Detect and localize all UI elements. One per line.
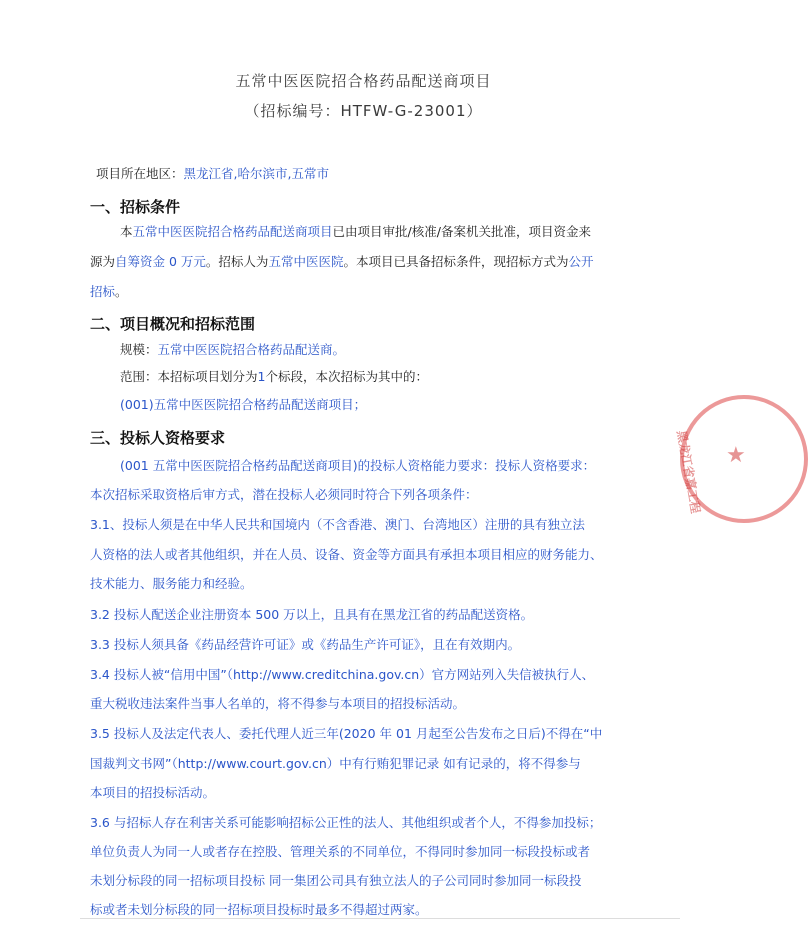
qual-3-5-line-1: 3.5 投标人及法定代表人、委托代理人近三年(2020 年 01 月起至公告发布之日后)不得在“中	[90, 726, 603, 741]
qual-3-6-line-1: 3.6 与招标人存在利害关系可能影响招标公正性的法人、其他组织或者个人，不得参加投标；	[90, 815, 602, 830]
page-bottom-divider	[80, 918, 680, 919]
qual-3-1-line-2: 人资格的法人或者其他组织，并在人员、设备、资金等方面具有承担本项目相应的财务能力、	[90, 547, 603, 562]
location-value: 黑龙江省,哈尔滨市,五常市	[183, 166, 329, 181]
project-name: 五常中医医院招合格药品配送商项目	[132, 224, 333, 239]
document-title: 五常中医医院招合格药品配送商项目	[235, 72, 492, 90]
seal-star-icon: ★	[726, 443, 746, 468]
text-run: 已由项目审批/核准/备案机关批准，项目资金来	[332, 224, 591, 239]
fund-source: 自筹资金 0 万元	[115, 254, 206, 269]
text-run: 范围：本招标项目划分为	[120, 369, 258, 384]
conditions-line-1	[120, 226, 591, 239]
qual-3-1-line-3: 技术能力、服务能力和经验。	[90, 576, 253, 591]
text-run: 源为	[90, 254, 116, 269]
qual-3-5-line-2: 国裁判文书网”（http://www.court.gov.cn）中有行贿犯罪记录 如有记录的，将不得参与	[90, 756, 581, 771]
qual-3-3: 3.3 投标人须具备《药品经营许可证》或《药品生产许可证》，且在有效期内。	[90, 637, 521, 652]
text-run: 。本项目已具备招标条件，现招标方式为	[343, 254, 569, 269]
scale-value: 五常中医医院招合格药品配送商。	[157, 342, 346, 357]
text-run: 。	[115, 284, 128, 299]
conditions-line-3	[90, 286, 128, 299]
text-run: 本	[120, 224, 133, 239]
qual-3-6-line-4: 标或者未划分标段的同一招标项目投标时最多不得超过两家。	[90, 902, 428, 917]
official-seal-stamp	[674, 395, 808, 523]
lot-count: 1	[257, 369, 266, 384]
qual-3-5-line-3: 本项目的招投标活动。	[90, 785, 216, 800]
conditions-line-2	[90, 256, 593, 269]
tender-method-cont: 招标	[90, 284, 116, 299]
section-heading-conditions: 一、招标条件	[90, 198, 181, 216]
tender-method: 公开	[568, 254, 594, 269]
qual-3-6-line-3: 未划分标段的同一招标项目投标 同一集团公司具有独立法人的子公司同时参加同一标段投	[90, 873, 582, 888]
section-heading-qualifications: 三、投标人资格要求	[90, 429, 226, 447]
project-location	[96, 168, 329, 181]
tender-number: （招标编号：HTFW-G-23001）	[244, 102, 483, 120]
qual-3-4-line-2: 重大税收违法案件当事人名单的，将不得参与本项目的招投标活动。	[90, 696, 466, 711]
text-run: 。招标人为	[205, 254, 269, 269]
qual-3-2: 3.2 投标人配送企业注册资本 500 万以上，且具有在黑龙江省的药品配送资格。	[90, 607, 534, 622]
scale-label: 规模：	[120, 342, 158, 357]
qual-3-1-line-1: 3.1、投标人须是在中华人民共和国境内（不含香港、澳门、台湾地区）注册的具有独立法	[90, 517, 585, 532]
qual-3-6-line-2: 单位负责人为同一人或者存在控股、管理关系的不同单位，不得同时参加同一标段投标或者	[90, 844, 591, 859]
range-line	[120, 371, 428, 384]
lot-item: (001)五常中医医院招合格药品配送商项目；	[120, 397, 367, 412]
tenderer-name: 五常中医医院	[268, 254, 344, 269]
seal-text: 黑龙江省嘉工程	[674, 429, 703, 515]
scale-line	[120, 344, 345, 357]
qual-intro-line-1: (001 五常中医医院招合格药品配送商项目)的投标人资格能力要求：投标人资格要求：	[120, 458, 596, 473]
qual-3-4-line-1: 3.4 投标人被“信用中国”（http://www.creditchina.gov.cn）官方网站列入失信被执行人、	[90, 667, 595, 682]
location-label: 项目所在地区：	[96, 166, 184, 181]
section-heading-overview: 二、项目概况和招标范围	[90, 315, 256, 333]
text-run: 个标段，本次招标为其中的：	[265, 369, 428, 384]
qual-intro-line-2: 本次招标采取资格后审方式，潜在投标人必须同时符合下列各项条件：	[90, 487, 478, 502]
